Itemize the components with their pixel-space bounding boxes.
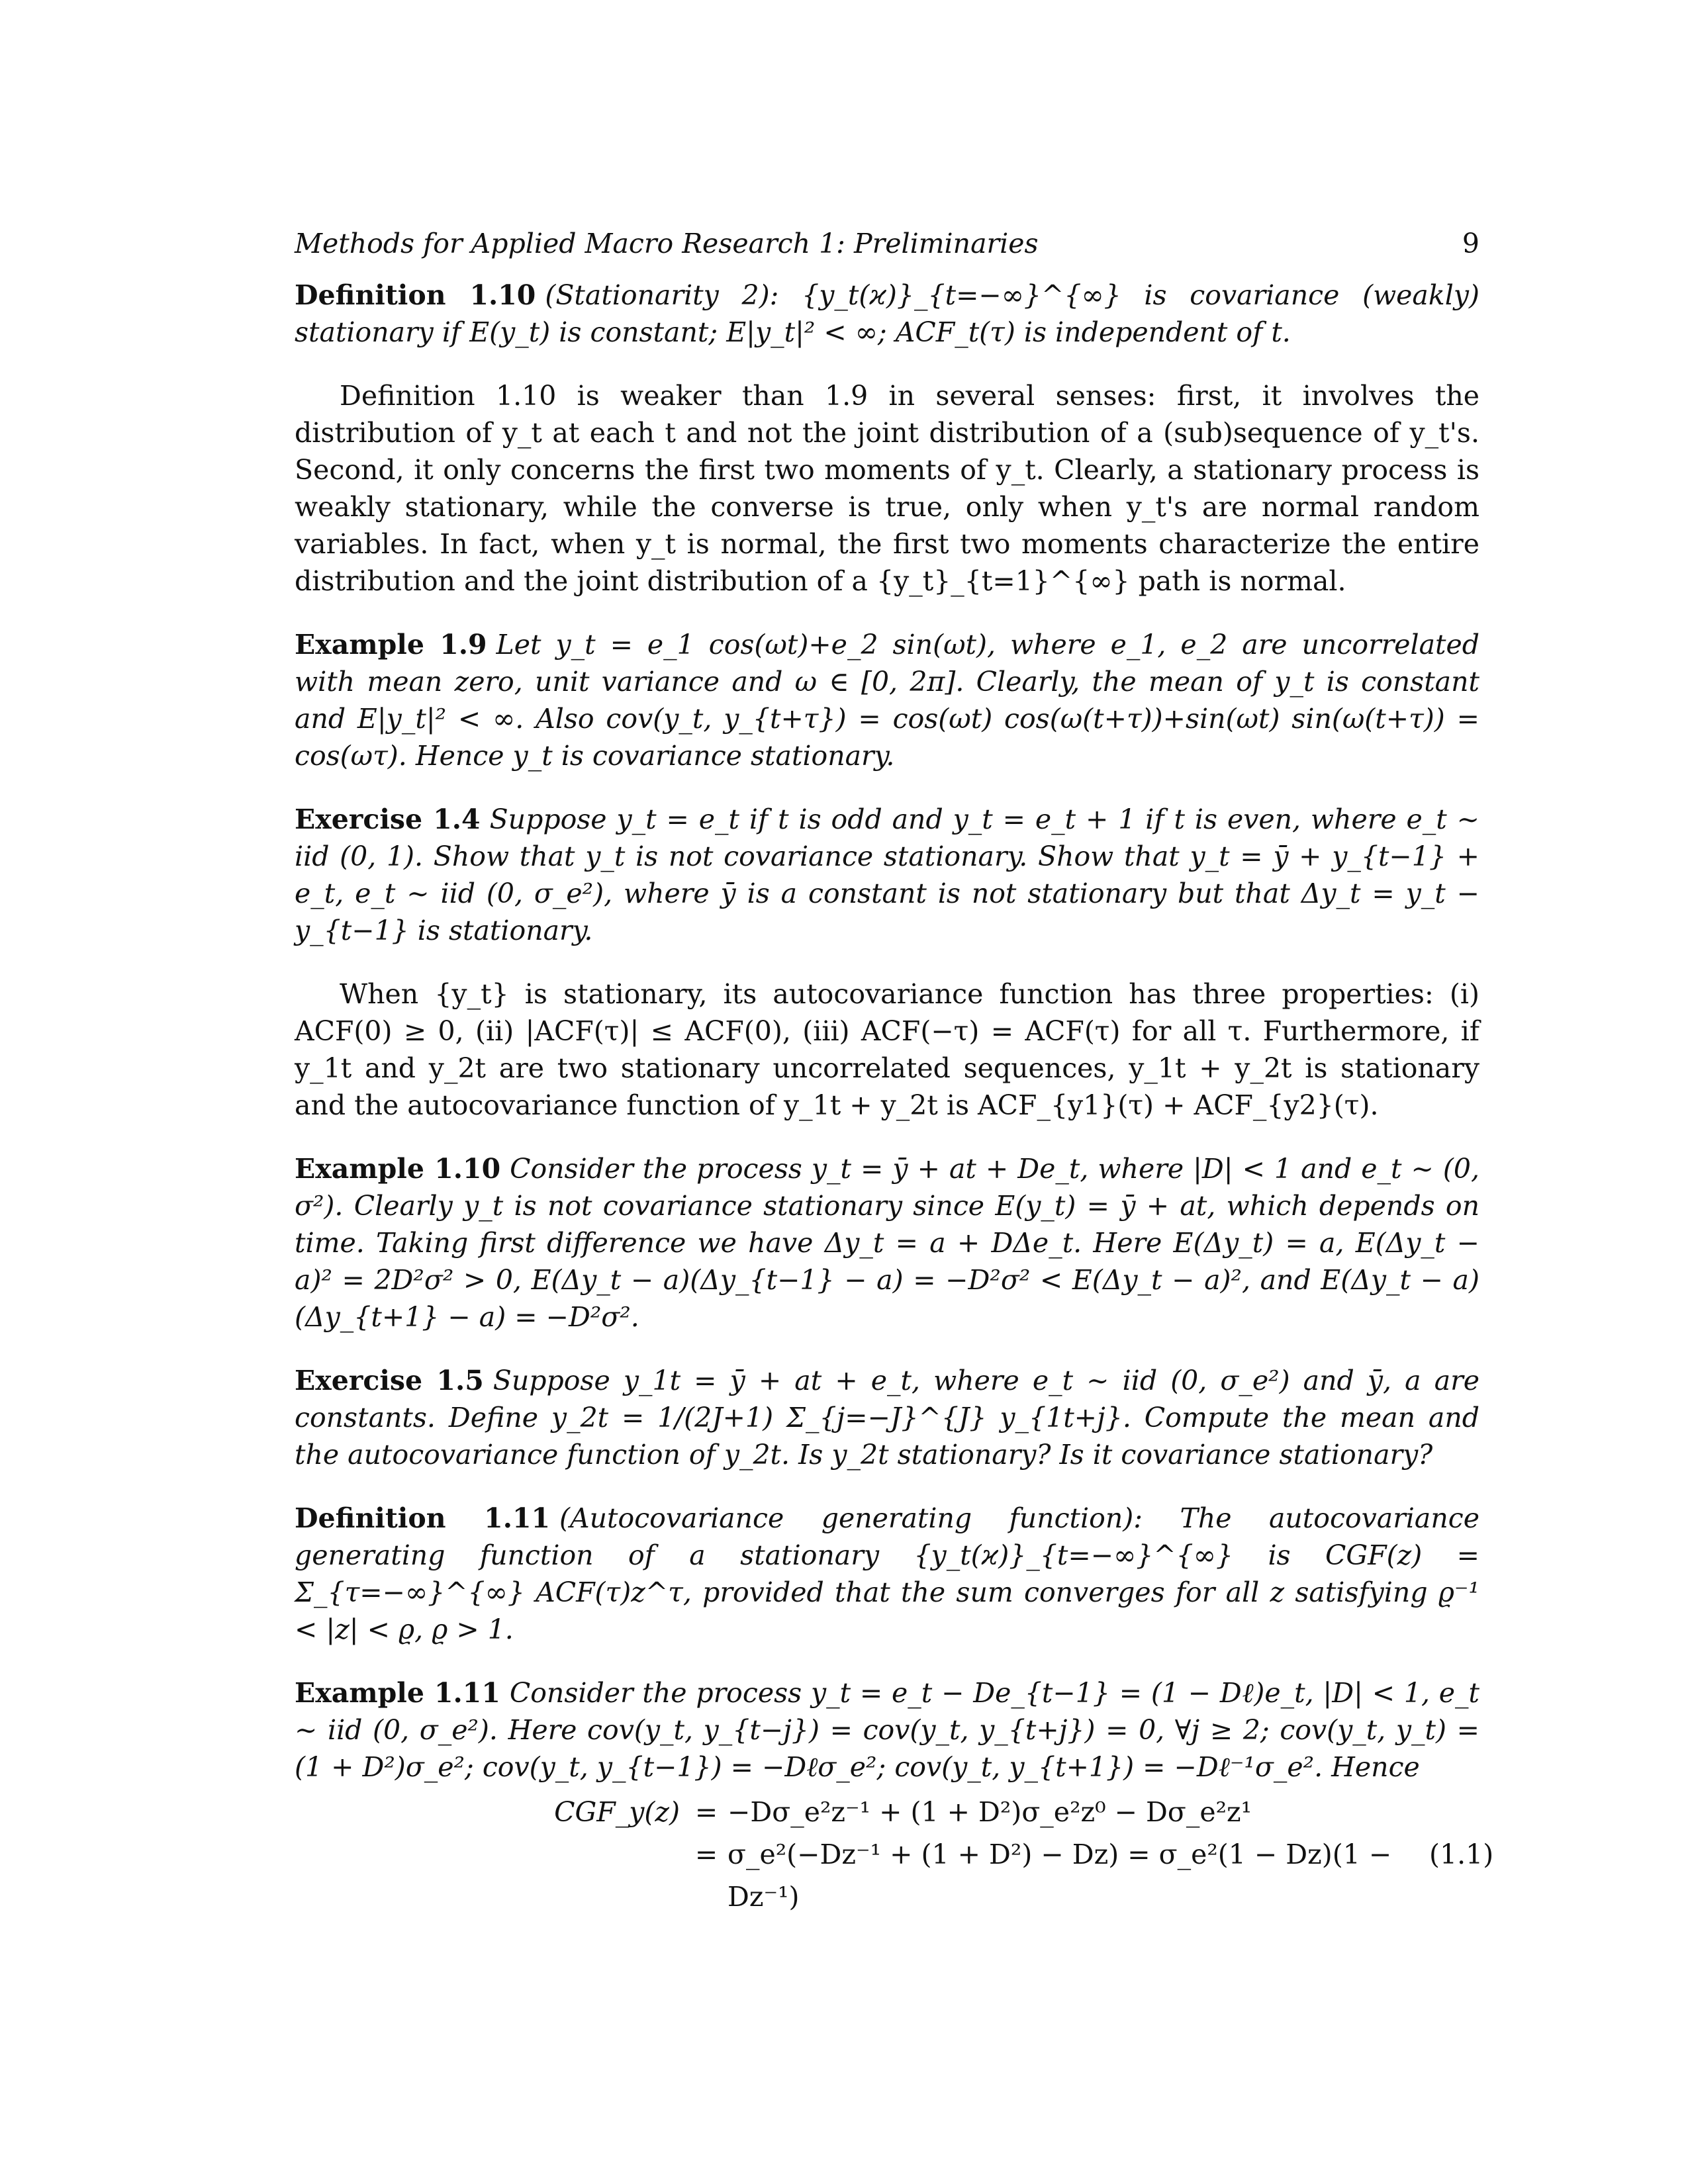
example-1-9 [295, 626, 1479, 774]
block-label: Exercise 1.5 [295, 1365, 484, 1396]
block-label: Exercise 1.4 [295, 803, 481, 835]
equation-line-2: σ_e²(−Dz⁻¹ + (1 + D²) − Dz) = σ_e²(1 − Dz)(1 − Dz⁻¹) [727, 1839, 1392, 1913]
block-text: Suppose y_1t = ȳ + at + e_t, where e_t ∼ iid (0, σ_e²) and ȳ, a are constants. Define y_2t = 1/(2J+1) Σ_{j=−J}^{J} y_{1t+j}. Compute the mean and the autocovariance function of y_2t. Is y_2t stationary? Is it covariance stationary? [295, 1365, 1479, 1471]
running-title: Methods for Applied Macro Research 1: Preliminaries [295, 228, 1039, 259]
example-1-11 [295, 1674, 1479, 1786]
block-label: Example 1.11 [295, 1677, 500, 1709]
block-label: Example 1.10 [295, 1153, 501, 1185]
page [295, 225, 1494, 1918]
block-text: When {y_t} is stationary, its autocovariance function has three properties: (i) ACF(0) ≥ 0, (ii) |ACF(τ)| ≤ ACF(0), (iii) ACF(−τ) = ACF(τ) for all τ. Furthermore, if y_1t and y_2t are two stationary uncorrelated sequences, y_1t + y_2t is stationary and the autocovariance function of y_1t + y_2t is ACF_{y1}(τ) + ACF_{y2}(τ). [295, 978, 1479, 1121]
equation-eq-sign-2: = [694, 1839, 718, 1870]
block-text: Consider the process y_t = e_t − De_{t−1} = (1 − Dℓ)e_t, |D| < 1, e_t ∼ iid (0, σ_e²). Here cov(y_t, y_{t−j}) = cov(y_t, y_{t+j}) = 0, ∀j ≥ 2; cov(y_t, y_t) = (1 + D²)σ_e²; cov(y_t, y_{t−1}) = −Dℓσ_e²; cov(y_t, y_{t+1}) = −Dℓ⁻¹σ_e². Hence [295, 1677, 1480, 1783]
paragraph-acf-properties [295, 976, 1479, 1124]
equation-eq-sign: = [694, 1796, 718, 1828]
definition-1-10 [295, 277, 1479, 351]
block-label: Definition 1.11 [295, 1502, 551, 1534]
block-label: Example 1.9 [295, 629, 487, 660]
equation-lhs: CGF_y(z) [554, 1796, 680, 1828]
equation-1-1 [295, 1791, 1494, 1918]
paragraph-weak-stationarity [295, 377, 1479, 600]
exercise-1-4 [295, 801, 1479, 949]
page-number: 9 [1462, 228, 1479, 259]
definition-1-11 [295, 1500, 1479, 1648]
equation-number: (1.1) [1429, 1839, 1494, 1870]
running-header [295, 225, 1479, 262]
exercise-1-5 [295, 1362, 1479, 1473]
block-text: Suppose y_t = e_t if t is odd and y_t = e_t + 1 if t is even, where e_t ∼ iid (0, 1). Show that y_t is not covariance stationary. Show that y_t = ȳ + y_{t−1} + e_t, e_t ∼ iid (0, σ_e²), where ȳ is a constant is not stationary but that Δy_t = y_t − y_{t−1} is stationary. [295, 803, 1480, 946]
block-text: (Stationarity 2): {y_t(ϰ)}_{t=−∞}^{∞} is covariance (weakly) stationary if E(y_t) is constant; E|y_t|² < ∞; ACF_t(τ) is independent of t. [295, 279, 1479, 348]
block-text: (Autocovariance generating function): The autocovariance generating function of a stationary {y_t(ϰ)}_{t=−∞}^{∞} is CGF(z) = Σ_{τ=−∞}^{∞} ACF(τ)z^τ, provided that the sum converges for all z satisfying ϱ⁻¹ < |z| < ϱ, ϱ > 1. [295, 1502, 1479, 1645]
block-text: Consider the process y_t = ȳ + at + De_t, where |D| < 1 and e_t ∼ (0, σ²). Clearly y_t is not covariance stationary since E(y_t) = ȳ + at, which depends on time. Taking first difference we have Δy_t = a + DΔe_t. Here E(Δy_t) = a, E(Δy_t − a)² = 2D²σ² > 0, E(Δy_t − a)(Δy_{t−1} − a) = −D²σ² < E(Δy_t − a)², and E(Δy_t − a)(Δy_{t+1} − a) = −D²σ². [295, 1153, 1479, 1333]
equation-line-1: −Dσ_e²z⁻¹ + (1 + D²)σ_e²z⁰ − Dσ_e²z¹ [727, 1796, 1252, 1828]
block-text: Let y_t = e_1 cos(ωt)+e_2 sin(ωt), where e_1, e_2 are uncorrelated with mean zero, unit variance and ω ∈ [0, 2π]. Clearly, the mean of y_t is constant and E|y_t|² < ∞. Also cov(y_t, y_{t+τ}) = cos(ωt) cos(ω(t+τ))+sin(ωt) sin(ω(t+τ)) = cos(ωτ). Hence y_t is covariance stationary. [295, 629, 1480, 772]
block-text: Definition 1.10 is weaker than 1.9 in several senses: first, it involves the distribution of y_t at each t and not the joint distribution of a (sub)sequence of y_t's. Second, it only concerns the first two moments of y_t. Clearly, a stationary process is weakly stationary, while the converse is true, only when y_t's are normal random variables. In fact, when y_t is normal, the first two moments characterize the entire distribution and the joint distribution of a {y_t}_{t=1}^{∞} path is normal. [295, 380, 1479, 597]
block-label: Definition 1.10 [295, 279, 536, 311]
example-1-10 [295, 1150, 1479, 1336]
